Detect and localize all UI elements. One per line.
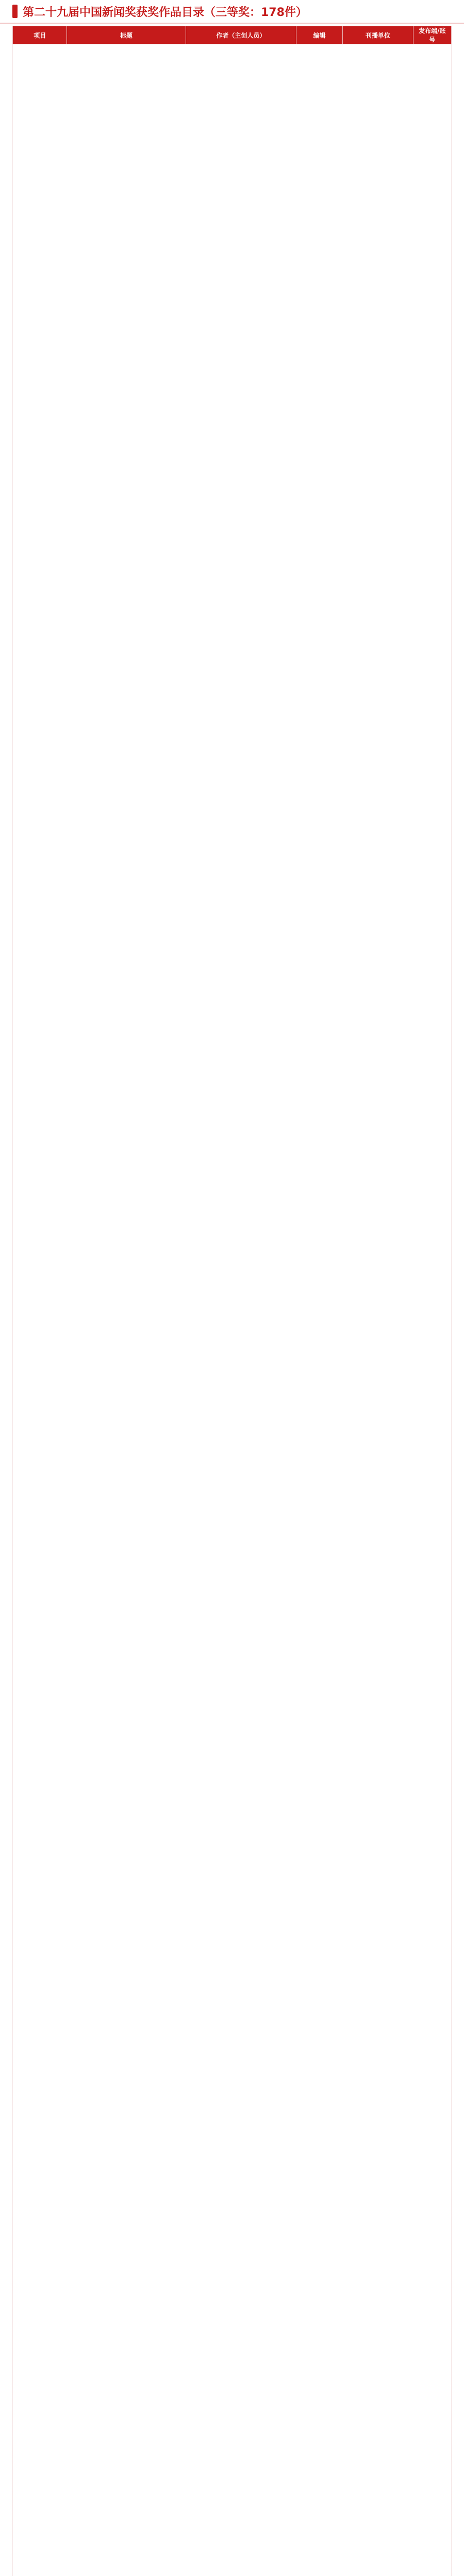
title-accent-bar <box>12 5 18 18</box>
col-header-authors: 作者（主创人员） <box>186 26 296 44</box>
awards-table-wrap <box>0 24 464 2576</box>
page-header <box>0 0 464 24</box>
col-header-editor: 编辑 <box>296 26 343 44</box>
table-row-placeholder <box>13 44 452 2576</box>
col-header-category: 项目 <box>13 26 67 44</box>
col-header-channel: 发布端/账号 <box>413 26 451 44</box>
awards-table <box>12 26 452 2576</box>
page-title: 第二十九届中国新闻奖获奖作品目录（三等奖：178件） <box>23 6 307 19</box>
col-header-publisher: 刊播单位 <box>343 26 413 44</box>
table-body <box>13 44 452 2576</box>
col-header-title: 标题 <box>67 26 186 44</box>
table-header-row <box>13 26 452 44</box>
empty-cell <box>13 44 452 2576</box>
